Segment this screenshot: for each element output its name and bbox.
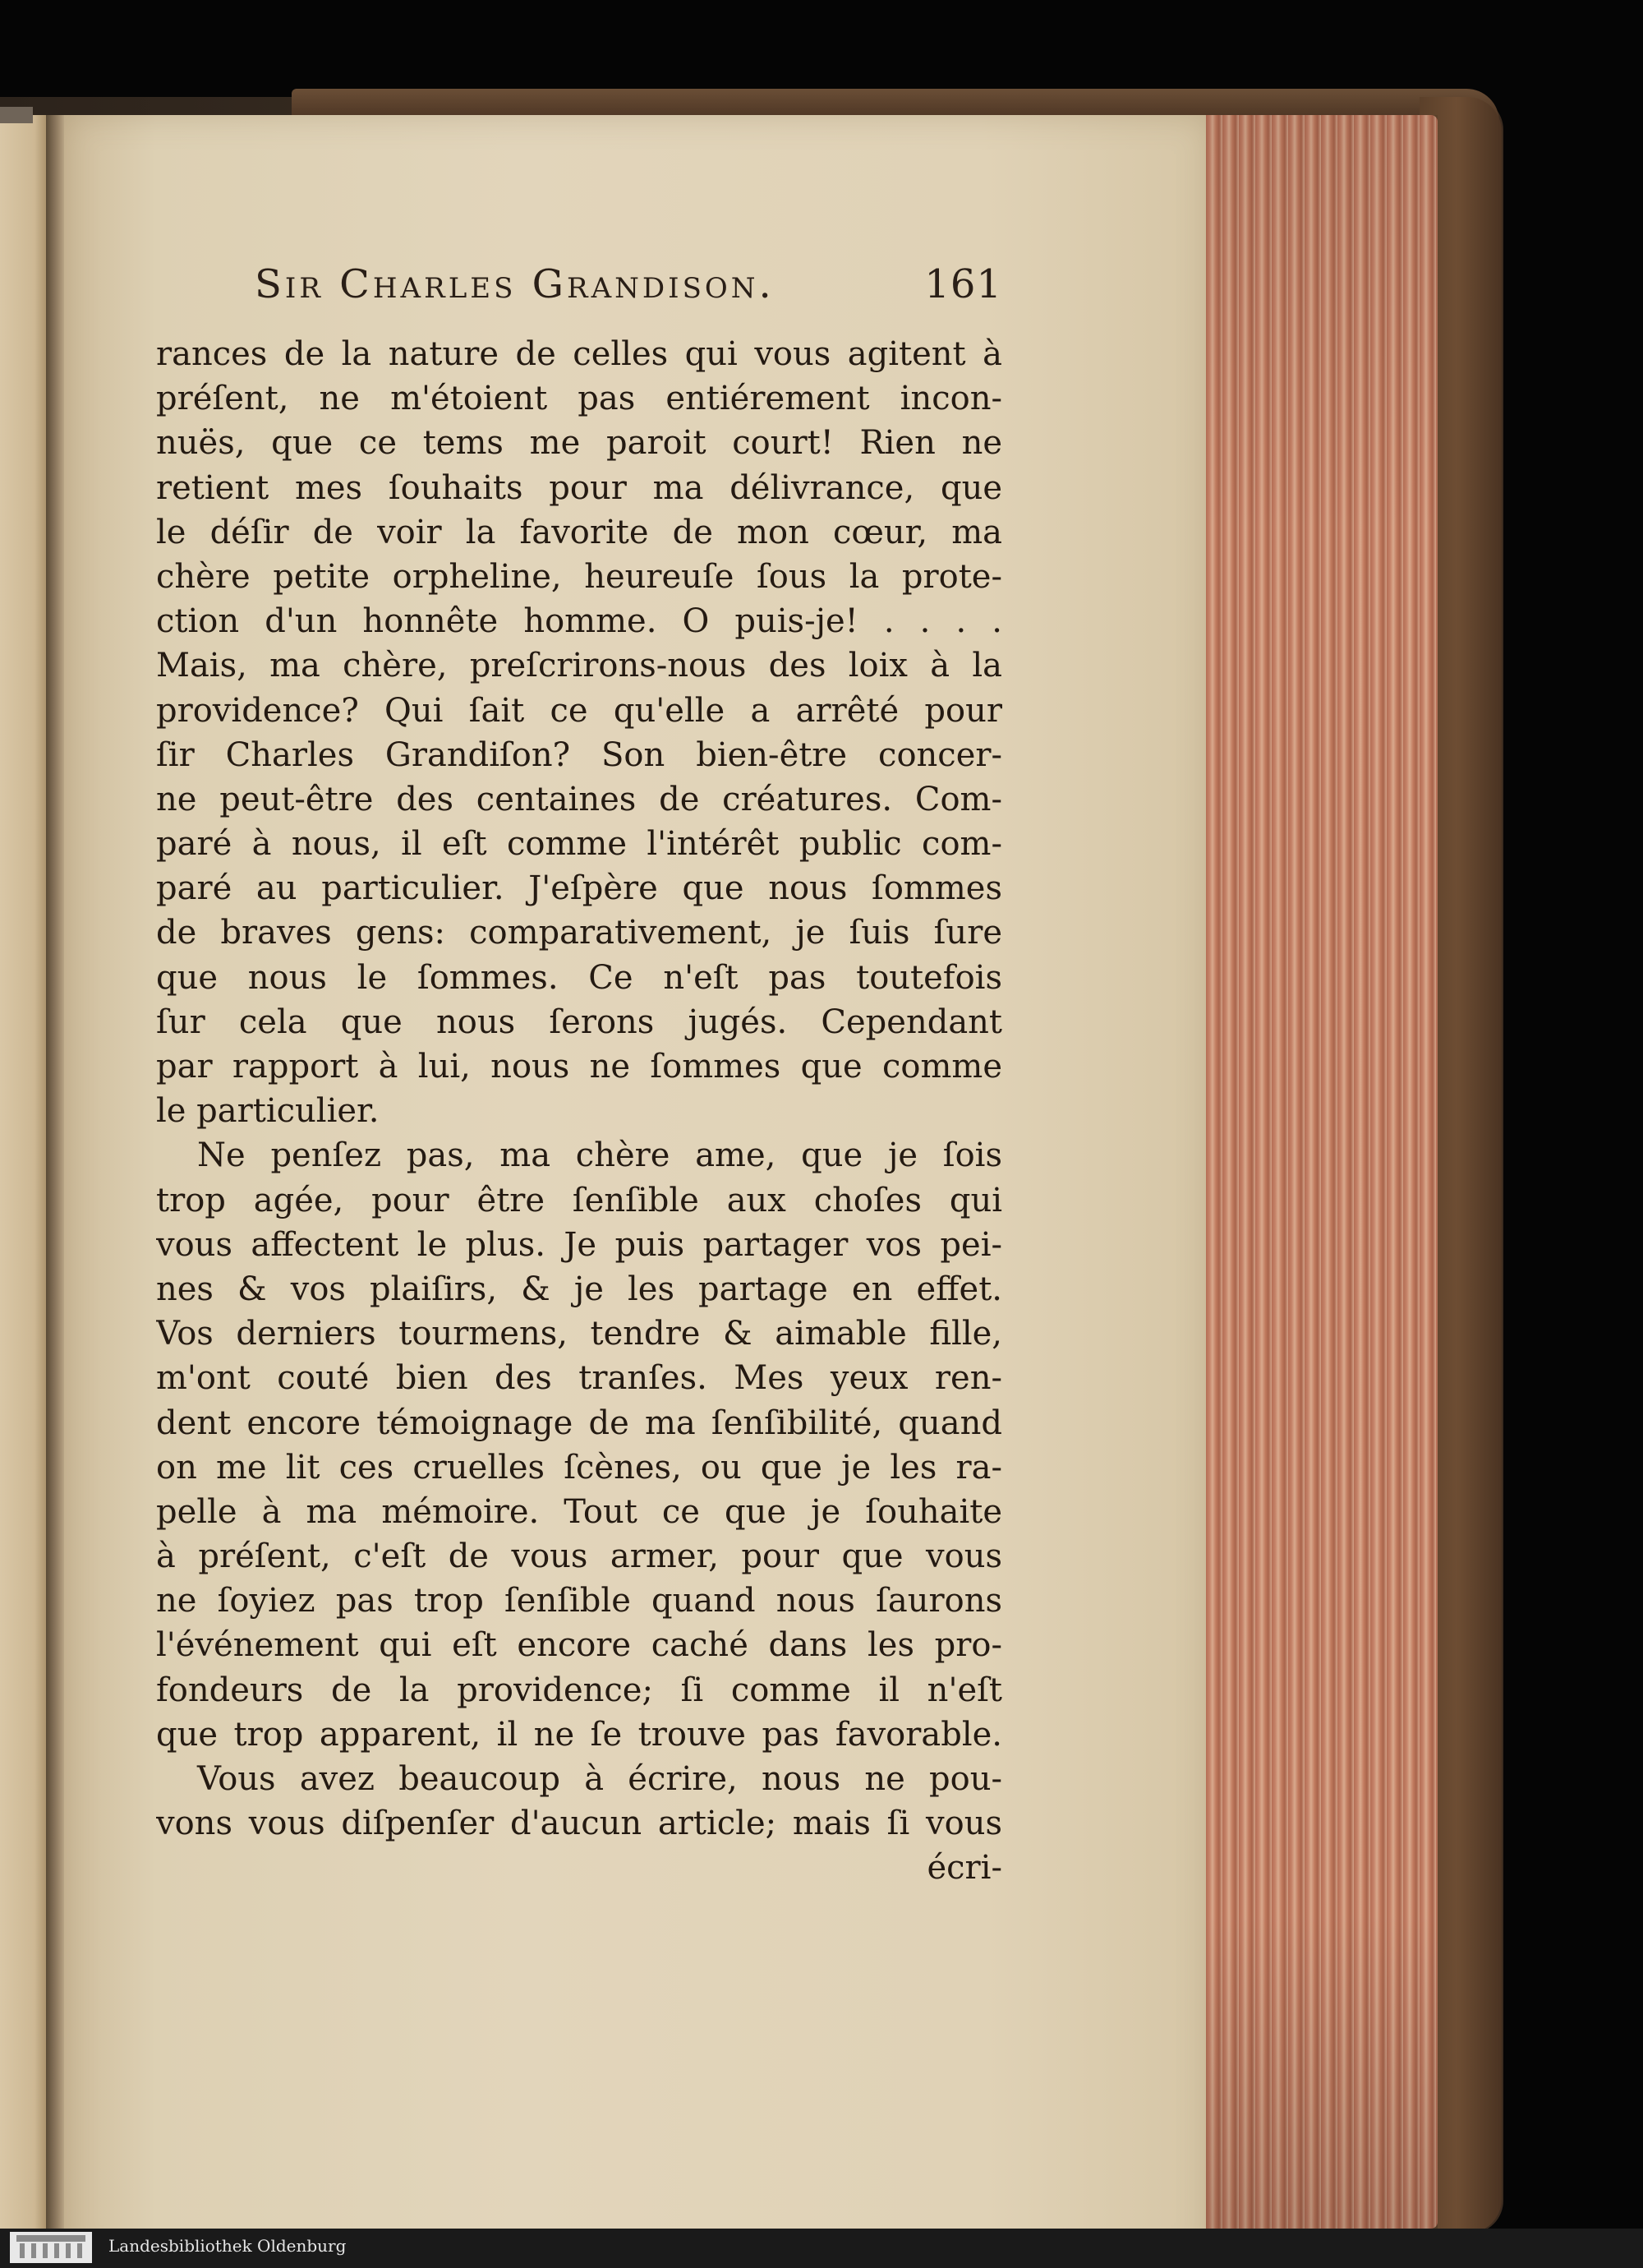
text-line: Mais, ma chère, preſcrirons-nous des loix à la bbox=[156, 647, 1002, 685]
text-line: de braves gens: comparativement, je ſuis ſure bbox=[156, 914, 1002, 952]
text-line: m'ont couté bien des tranſes. Mes yeux ren- bbox=[156, 1359, 1002, 1398]
text-line: ction d'un honnête homme. O puis-je! . . . . bbox=[156, 602, 1002, 641]
text-line: nuës, que ce tems me paroit court! Rien ne bbox=[156, 424, 1002, 463]
text-line: retient mes ſouhaits pour ma délivrance, que bbox=[156, 468, 1002, 507]
library-name: Landesbibliothek Oldenburg bbox=[108, 2236, 347, 2256]
text-line: que nous le ſommes. Ce n'eſt pas toutefois bbox=[156, 958, 1002, 997]
text-line: providence? Qui ſait ce qu'elle a arrêté pour bbox=[156, 691, 1002, 730]
text-line: préſent, ne m'étoient pas entiérement incon- bbox=[156, 380, 1002, 418]
paragraph-end-line: le particulier. bbox=[156, 1092, 380, 1131]
text-line: on me lit ces cruelles ſcènes, ou que je les ra- bbox=[156, 1448, 1002, 1487]
text-line: paré à nous, il eſt comme l'intérêt public com- bbox=[156, 825, 1002, 864]
text-line: trop agée, pour être ſenſible aux choſes qui bbox=[156, 1181, 1002, 1219]
text-line: pelle à ma mémoire. Tout ce que je ſouhaite bbox=[156, 1492, 1002, 1531]
text-line: paré au particulier. J'eſpère que nous ſommes bbox=[156, 869, 1002, 908]
text-line: l'événement qui eſt encore caché dans les pro- bbox=[156, 1626, 1002, 1665]
left-page-cloth bbox=[0, 107, 33, 123]
text-line: ne ſoyiez pas trop ſenſible quand nous ſaurons bbox=[156, 1582, 1002, 1620]
text-line: vous affectent le plus. Je puis partager vos pei- bbox=[156, 1225, 1002, 1264]
text-line: chère petite orpheline, heureuſe ſous la prote- bbox=[156, 557, 1002, 596]
text-line: ne peut-être des centaines de créatures. Com- bbox=[156, 780, 1002, 818]
text-line: par rapport à lui, nous ne ſommes que comme bbox=[156, 1048, 1002, 1086]
text-line: le déſir de voir la favorite de mon cœur, ma bbox=[156, 513, 1002, 551]
text-line: Vos derniers tourmens, tendre & aimable fille, bbox=[156, 1315, 1002, 1353]
running-head bbox=[255, 261, 1002, 319]
text-line: rances de la nature de celles qui vous agitent à bbox=[156, 335, 1002, 373]
text-line: fondeurs de la providence; ſi comme il n'eſt bbox=[156, 1671, 1002, 1709]
text-line: dent encore témoignage de ma ſenſibilité, quand bbox=[156, 1404, 1002, 1442]
body-text bbox=[156, 332, 1002, 1891]
library-building-icon bbox=[10, 2232, 92, 2263]
text-line: ſir Charles Grandiſon? Son bien-être concer- bbox=[156, 735, 1002, 774]
fore-edge-shading bbox=[1206, 115, 1438, 2229]
text-line: nes & vos plaiſirs, & je les partage en effet. bbox=[156, 1270, 1002, 1308]
paragraph-start-line: Vous avez beaucoup à écrire, nous ne pou- bbox=[197, 1760, 1002, 1798]
text-line: que trop apparent, il ne ſe trouve pas favorable. bbox=[156, 1715, 1002, 1754]
left-page-sliver bbox=[0, 115, 49, 2252]
text-line: ſur cela que nous ſerons jugés. Cependant bbox=[156, 1003, 1002, 1041]
running-title: Sir Charles Grandison. bbox=[255, 261, 775, 307]
text-line: à préſent, c'eſt de vous armer, pour que vous bbox=[156, 1537, 1002, 1576]
page-number: 161 bbox=[924, 261, 1002, 307]
text-line: vons vous diſpenſer d'aucun article; mais ſi vous bbox=[156, 1805, 1002, 1843]
catchword: écri- bbox=[927, 1849, 1002, 1888]
paragraph-start-line: Ne penſez pas, ma chère ame, que je ſois bbox=[197, 1136, 1002, 1175]
